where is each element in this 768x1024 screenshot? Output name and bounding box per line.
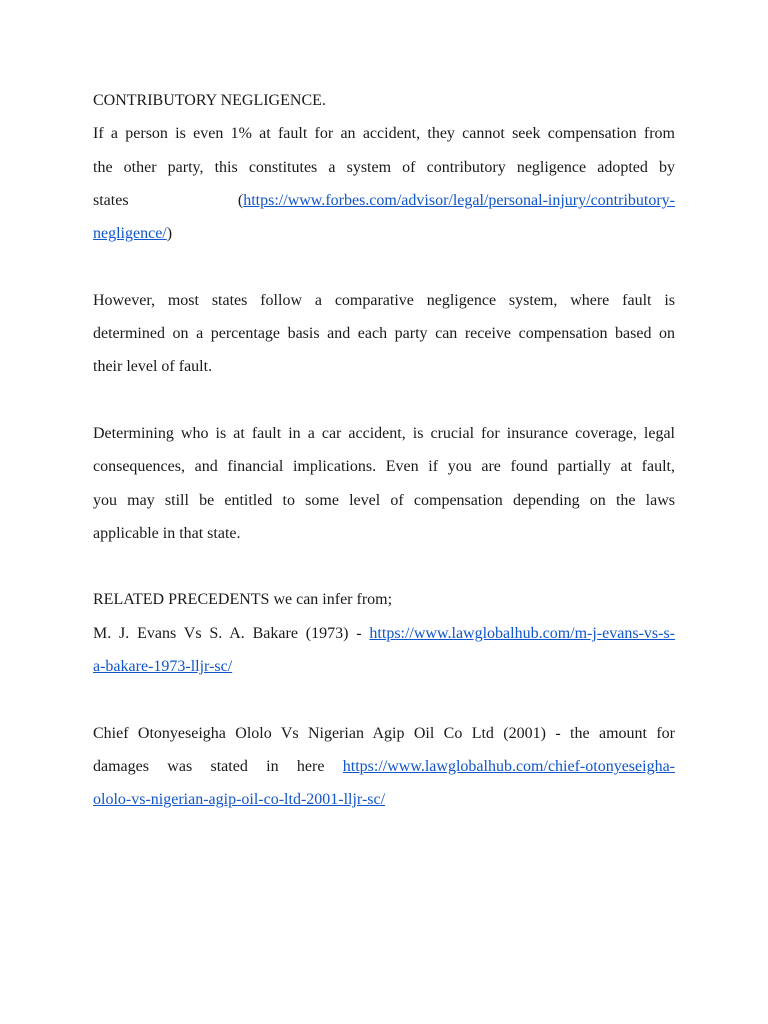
paragraph-gap (93, 550, 675, 583)
link-forbes-part-1[interactable]: https://www.forbes.com/advisor/legal/personal-injury/contributory- (243, 191, 675, 209)
case-2-line-2 (93, 750, 675, 783)
case-2-line-3 (93, 783, 675, 816)
link-case-2-part-2[interactable]: ololo-vs-nigerian-agip-oil-co-ltd-2001-lljr-sc/ (93, 791, 386, 809)
paragraph-1-line-1: If a person is even 1% at fault for an accident, they cannot seek compensation from (93, 125, 675, 143)
case-1-citation: M. J. Evans Vs S. A. Bakare (1973) - (93, 624, 370, 642)
paragraph-3-line-1: Determining who is at fault in a car accident, is crucial for insurance coverage, legal (93, 424, 675, 442)
paragraph-2-line-2: determined on a percentage basis and each party can receive compensation based on (93, 325, 675, 343)
paragraph-gap (93, 384, 675, 417)
link-case-1-part-1[interactable]: https://www.lawglobalhub.com/m-j-evans-vs-s- (369, 624, 675, 642)
document-page (93, 84, 675, 817)
paragraph-3-line-3: you may still be entitled to some level of compensation depending on the laws (93, 491, 675, 509)
paragraph-3-line-4: applicable in that state. (93, 524, 241, 542)
link-forbes-part-2[interactable]: negligence/ (93, 225, 167, 243)
paragraph-1-line-4 (93, 217, 675, 250)
states-word: states (93, 191, 129, 209)
paragraph-gap (93, 683, 675, 716)
heading-contributory-negligence: CONTRIBUTORY NEGLIGENCE. (93, 92, 326, 109)
paragraph-gap (93, 250, 675, 283)
paragraph-1-line-3 (93, 184, 675, 217)
link-forbes-wrapper (238, 192, 675, 209)
link-case-2-part-1[interactable]: https://www.lawglobalhub.com/chief-otonyeseigha- (342, 757, 675, 775)
precedents-heading: RELATED PRECEDENTS we can infer from; (93, 591, 393, 609)
case-2-line-1: Chief Otonyeseigha Ololo Vs Nigerian Agip Oil Co Ltd (2001) - the amount for (93, 724, 675, 742)
paragraph-2-line-1: However, most states follow a comparative negligence system, where fault is (93, 291, 675, 309)
case-1-line-2 (93, 650, 675, 683)
paragraph-3-line-2: consequences, and financial implications. Even if you are found partially at fault, (93, 458, 675, 476)
paragraph-2-line-3: their level of fault. (93, 358, 213, 376)
open-paren: ( (237, 191, 244, 209)
link-case-1-part-2[interactable]: a-bakare-1973-lljr-sc/ (93, 658, 233, 676)
close-paren: ) (166, 225, 173, 243)
case-2-text: damages was stated in here (93, 757, 343, 775)
paragraph-1-line-2: the other party, this constitutes a system of contributory negligence adopted by (93, 158, 675, 176)
case-1-line-1 (93, 617, 675, 650)
